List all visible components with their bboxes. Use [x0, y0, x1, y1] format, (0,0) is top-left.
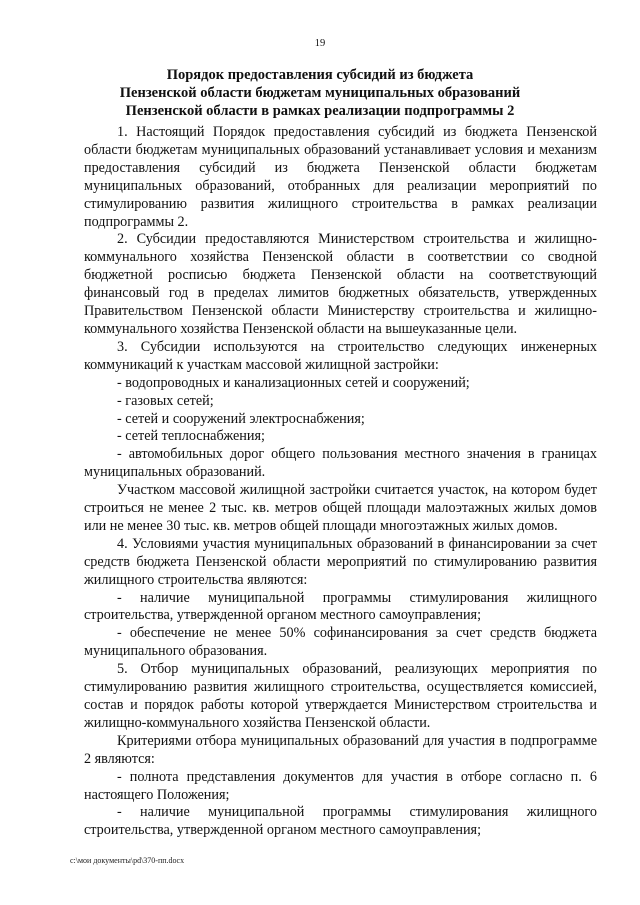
- paragraph: 4. Условиями участия муниципальных образований в финансировании за счет средств бюджета Пензенской области мероприятий по стимулированию развития жилищного строительства являются:: [84, 535, 597, 588]
- list-item: - водопроводных и канализационных сетей и сооружений;: [117, 374, 470, 391]
- list-item: - обеспечение не менее 50% софинансирования за счет средств бюджета муниципального образования.: [84, 625, 597, 660]
- paragraph: 5. Отбор муниципальных образований, реализующих мероприятия по стимулированию развития жилищного строительства, осуществляется комиссией, состав и порядок работы которой утверждается Министерством строительства и жилищно-коммунального хозяйства Пензенской области.: [84, 661, 597, 731]
- document-title: [70, 66, 570, 120]
- list-item: - сетей и сооружений электроснабжения;: [117, 410, 365, 427]
- title-line: Пензенской области в рамках реализации подпрограммы 2: [125, 103, 515, 119]
- paragraph: 3. Субсидии используются на строительство следующих инженерных коммуникаций к участкам массовой жилищной застройки:: [84, 338, 597, 373]
- paragraph: 2. Субсидии предоставляются Министерством строительства и жилищно-коммунального хозяйства Пензенской области в соответствии со сводной бюджетной росписью бюджета Пензенской области на соответствующий финансовый год в пределах лимитов бюджетных обязательств, утвержденных Правительством Пензенской области Министерству строительства и жилищно-коммунального хозяйства Пензенской области на вышеуказанные цели.: [84, 231, 597, 337]
- list-item: - сетей теплоснабжения;: [117, 428, 265, 445]
- paragraph: Критериями отбора муниципальных образований для участия в подпрограмме 2 являются:: [84, 732, 597, 767]
- document-body: [84, 124, 597, 840]
- list-item: - автомобильных дорог общего пользования местного значения в границах муниципальных образований.: [84, 446, 597, 481]
- file-path-footer: c:\мои документы\pd\370-пп.docx: [70, 856, 185, 865]
- list-item: - наличие муниципальной программы стимулирования жилищного строительства, утвержденной органом местного самоуправления;: [84, 589, 597, 624]
- paragraph: 1. Настоящий Порядок предоставления субсидий из бюджета Пензенской области бюджетам муниципальных образований устанавливает условия и механизм предоставления субсидий из бюджета Пензенской области бюджетам муниципальных образований, отобранных для реализации мероприятий по стимулированию развития жилищного строительства в рамках реализации подпрограммы 2.: [84, 124, 597, 230]
- page-number: 19: [314, 38, 326, 49]
- title-line: Пензенской области бюджетам муниципальных образований: [119, 85, 521, 101]
- list-item: - наличие муниципальной программы стимулирования жилищного строительства, утвержденной органом местного самоуправления;: [84, 804, 597, 839]
- paragraph: Участком массовой жилищной застройки считается участок, на котором будет строиться не менее 2 тыс. кв. метров общей площади малоэтажных жилых домов или не менее 30 тыс. кв. метров общей площади многоэтажных жилых домов.: [84, 482, 597, 534]
- list-item: - полнота представления документов для участия в отборе согласно п. 6 настоящего Положения;: [84, 768, 597, 803]
- title-line: Порядок предоставления субсидий из бюджета: [166, 67, 474, 83]
- list-item: - газовых сетей;: [117, 392, 214, 409]
